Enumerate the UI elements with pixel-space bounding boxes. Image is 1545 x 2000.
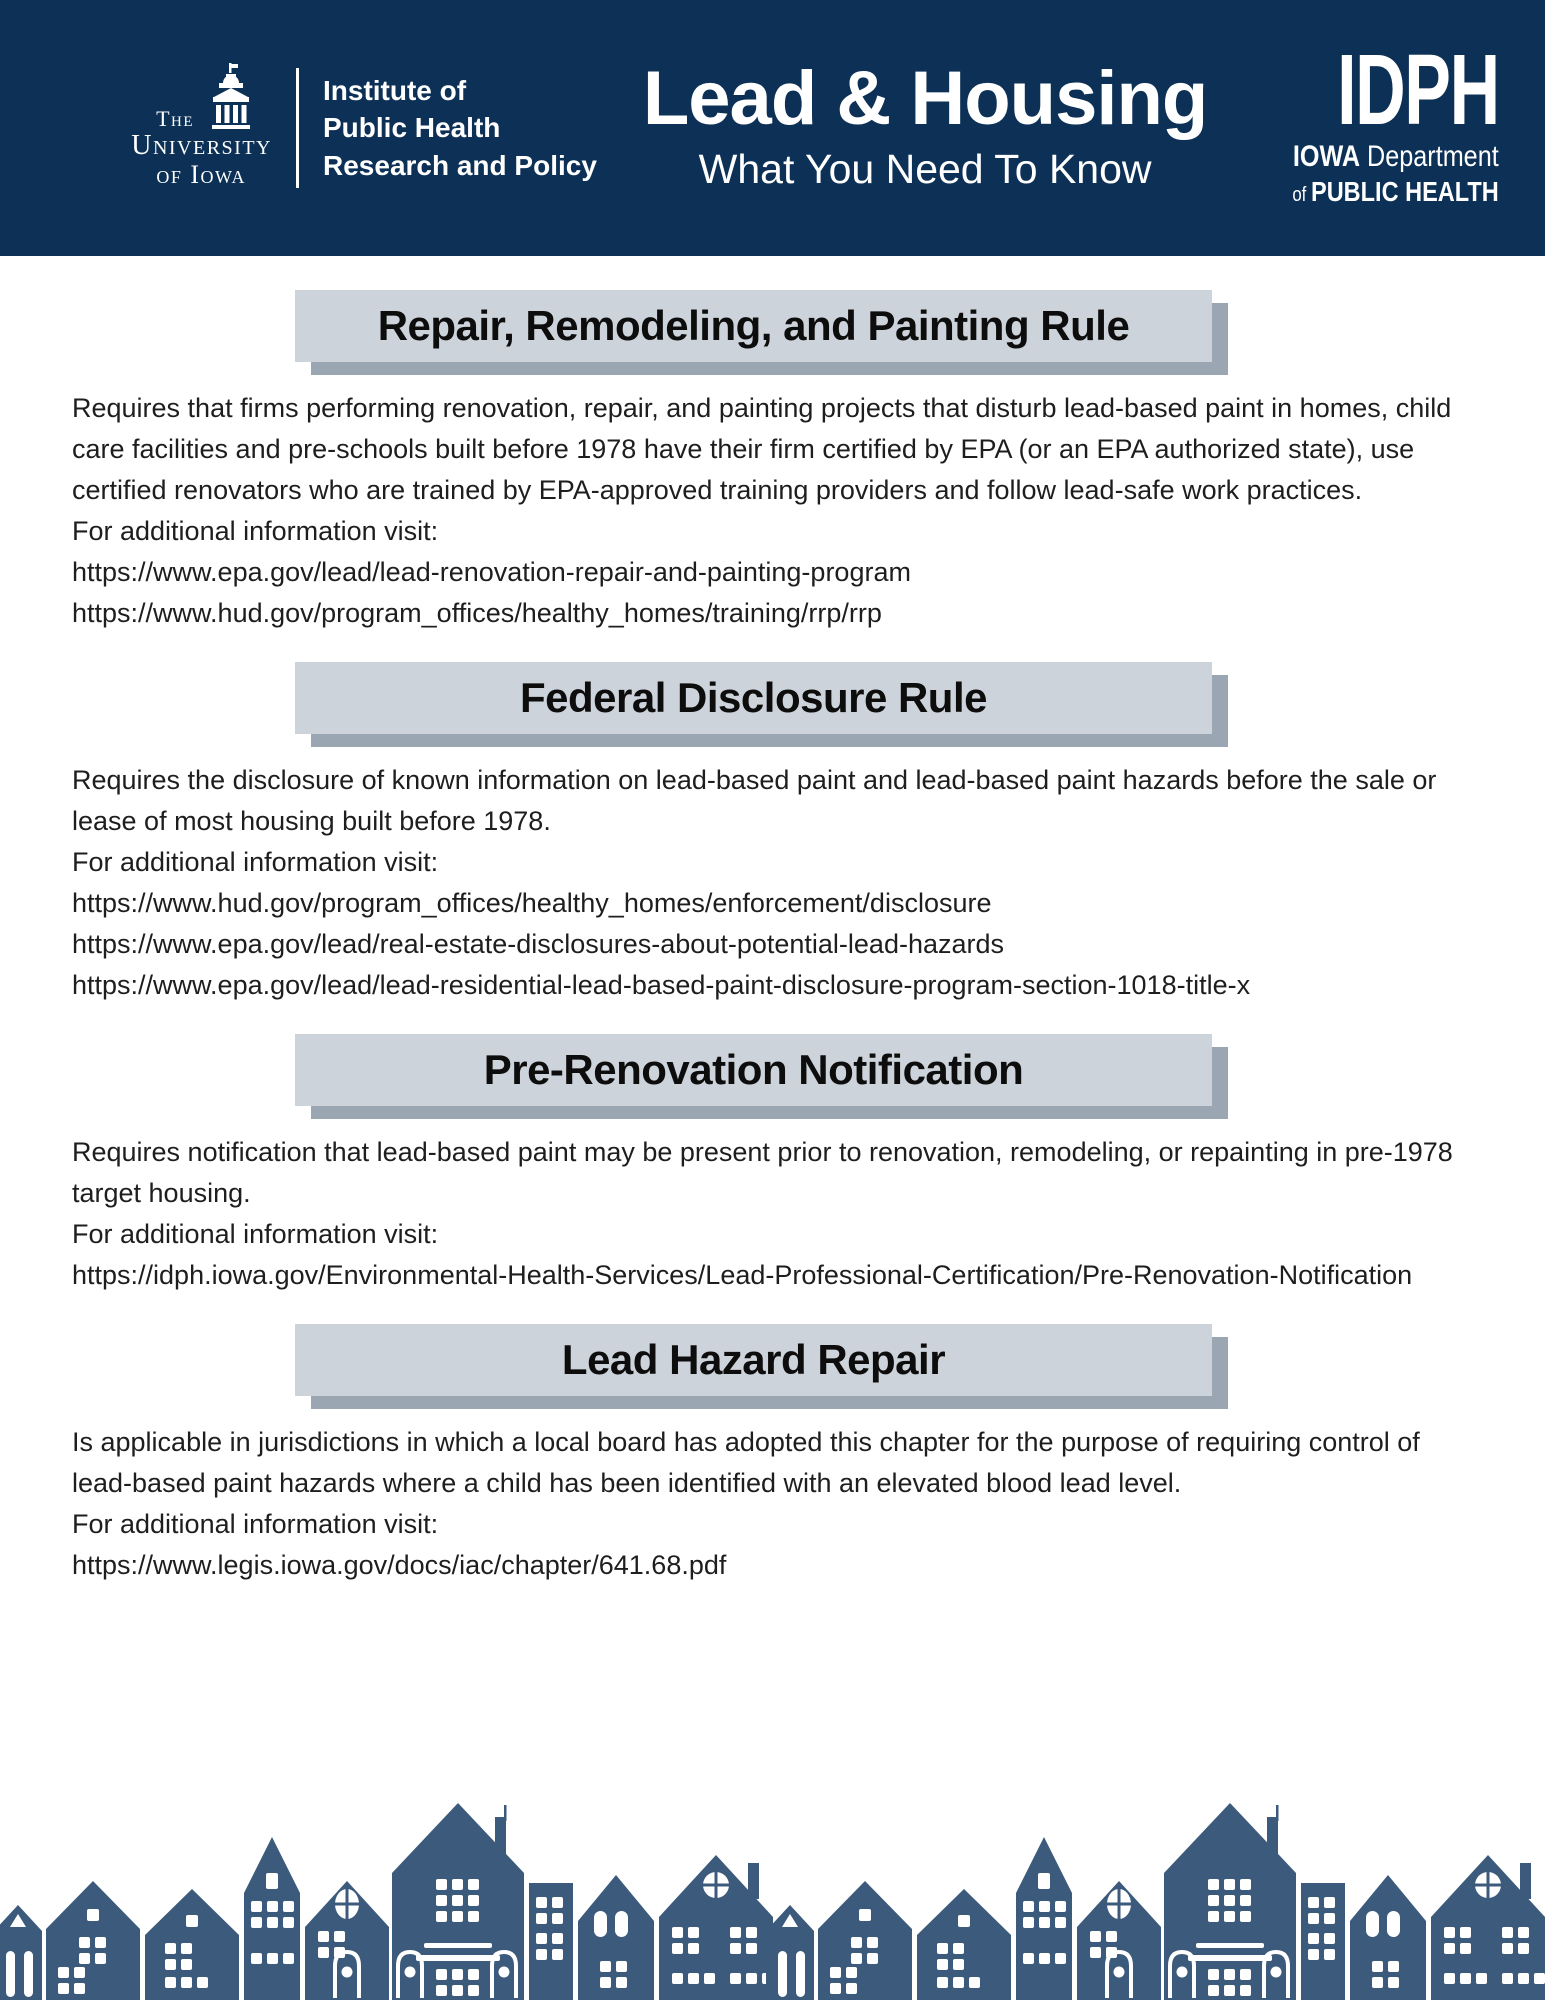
section-title-rrp: Repair, Remodeling, and Painting Rule [377, 302, 1130, 349]
university-logo-line-of-iowa: of Iowa [156, 159, 246, 189]
section-body: Requires that firms performing renovation, repair, and painting projects that disturb lead-based paint in homes, child care facilities and pre-schools built before 1978 have their firm certified by EPA (or an EPA authorized state), use certified renovators who are trained by EPA-approved training providers and follow lead-safe work practices. [72, 393, 1452, 505]
university-of-iowa-wordmark [46, 67, 276, 189]
header-banner [0, 0, 1545, 256]
info-label: For additional information visit: [72, 847, 439, 877]
logo-divider [296, 68, 299, 188]
section-banner-pre-renovation [295, 1034, 1212, 1106]
university-logo-line-the: The [156, 105, 194, 131]
houses-icon [0, 1765, 1545, 2000]
university-logo-line-university: University [131, 129, 272, 161]
idph-iowa-text: IOWA [1293, 140, 1361, 173]
url-link[interactable]: https://www.legis.iowa.gov/docs/iac/chapter/641.68.pdf [72, 1550, 727, 1580]
url-link[interactable]: https://www.epa.gov/lead/real-estate-disclosures-about-potential-lead-hazards [72, 929, 1005, 959]
section-title-pre-renovation: Pre-Renovation Notification [483, 1046, 1024, 1093]
url-link[interactable]: https://www.epa.gov/lead/lead-renovation-repair-and-painting-program [72, 557, 911, 587]
section-pre-renovation-notification [0, 1034, 1545, 1296]
section-text-disclosure [72, 760, 1483, 1006]
idph-acronym: IDPH [1337, 34, 1499, 146]
url-link[interactable]: https://www.hud.gov/program_offices/healthy_homes/enforcement/disclosure [72, 888, 992, 918]
idph-of-text: of [1292, 184, 1312, 206]
institute-name-line1: Institute of [323, 74, 467, 106]
section-banner-rrp [295, 290, 1212, 362]
institute-name-line3: Research and Policy [323, 149, 597, 181]
institute-name [323, 72, 597, 185]
section-banner-disclosure [295, 662, 1212, 734]
section-body: Is applicable in jurisdictions in which a local board has adopted this chapter for the purpose of requiring control of lead-based paint hazards where a child has been identified with an elevated blood lead level. [72, 1427, 1420, 1498]
url-link[interactable]: https://idph.iowa.gov/Environmental-Health-Services/Lead-Professional-Certification/Pre-Renovation-Notification [72, 1260, 1413, 1290]
page-subtitle: What You Need To Know [698, 146, 1152, 192]
page-title: Lead & Housing [642, 56, 1208, 141]
institute-name-line2: Public Health [323, 112, 501, 144]
university-of-iowa-logo [46, 67, 597, 189]
section-repair-remodeling-painting [0, 290, 1545, 634]
section-text-rrp [72, 388, 1483, 634]
idph-public-health-text: PUBLIC HEALTH [1311, 176, 1499, 207]
idph-logo [1253, 34, 1499, 207]
section-body: Requires the disclosure of known information on lead-based paint and lead-based paint hazards before the sale or lease of most housing built before 1978. [72, 765, 1437, 836]
section-body: Requires notification that lead-based paint may be present prior to renovation, remodeling, or repainting in pre-1978 target housing. [72, 1137, 1453, 1208]
section-federal-disclosure [0, 662, 1545, 1006]
idph-public-health-line [1293, 178, 1499, 206]
info-label: For additional information visit: [72, 516, 439, 546]
idph-department-text: Department [1360, 140, 1499, 173]
url-link[interactable]: https://www.hud.gov/program_offices/healthy_homes/training/rrp/rrp [72, 598, 882, 628]
info-label: For additional information visit: [72, 1219, 439, 1249]
idph-department-line [1293, 142, 1499, 172]
section-banner-lead-hazard [295, 1324, 1212, 1396]
title-block [597, 55, 1253, 193]
section-text-pre-renovation [72, 1132, 1483, 1296]
url-link[interactable]: https://www.epa.gov/lead/lead-residential-lead-based-paint-disclosure-program-section-1018-title-x [72, 970, 1251, 1000]
info-label: For additional information visit: [72, 1509, 439, 1539]
houses-skyline-graphic [0, 1765, 1545, 2000]
section-title-lead-hazard: Lead Hazard Repair [561, 1336, 946, 1383]
section-lead-hazard-repair [0, 1324, 1545, 1586]
old-capitol-icon [202, 61, 260, 135]
section-title-disclosure: Federal Disclosure Rule [519, 674, 987, 721]
section-text-lead-hazard [72, 1422, 1483, 1586]
